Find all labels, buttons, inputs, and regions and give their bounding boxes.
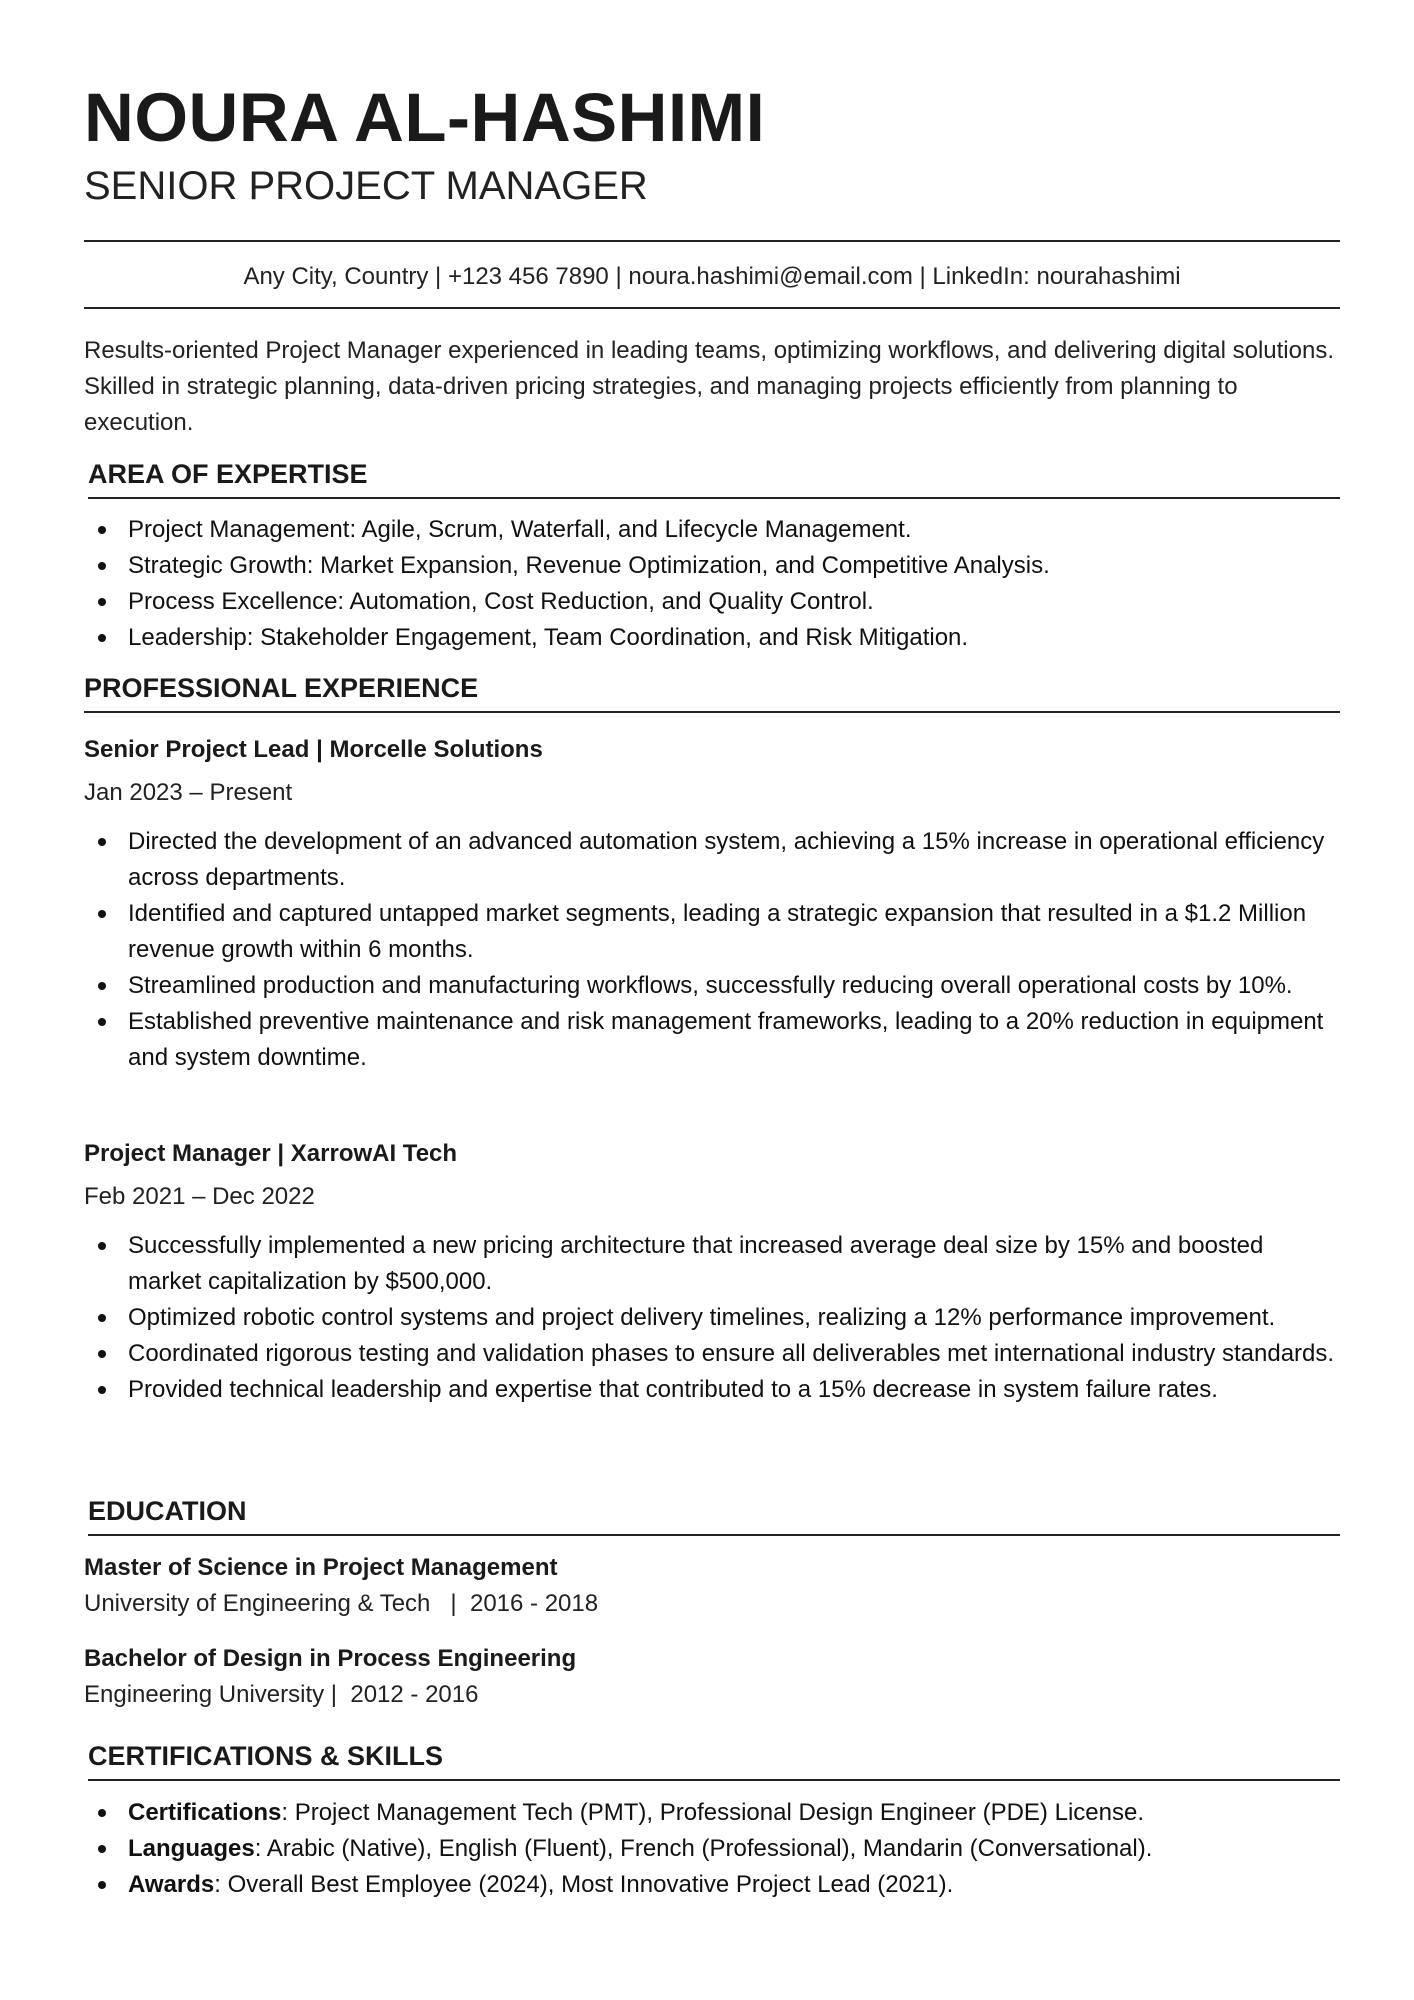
expertise-heading-rule [88, 497, 1340, 499]
bullet-icon [98, 1809, 106, 1817]
job-dates: Jan 2023 – Present [84, 779, 293, 806]
education-heading [84, 1494, 1340, 1536]
list-item [84, 1372, 1340, 1408]
certifications-heading-rule [88, 1779, 1340, 1781]
list-item [84, 1228, 1340, 1300]
education-school: Engineering University | 2012 - 2016 [84, 1681, 479, 1708]
job-bullets [84, 1228, 1340, 1408]
bullet-icon [98, 982, 106, 990]
education-heading-text: EDUCATION [88, 1496, 247, 1526]
bullet-icon [98, 1881, 106, 1889]
job-bullet: Identified and captured untapped market segments, leading a strategic expansion that resulted in a $1.2 Million revenue growth within 6 months. [128, 900, 1307, 963]
bullet-icon [98, 598, 106, 606]
job-bullet: Streamlined production and manufacturing workflows, successfully reducing overall operational costs by 10%. [128, 972, 1293, 999]
bullet-icon [98, 1350, 106, 1358]
job-bullet: Provided technical leadership and expertise that contributed to a 15% decrease in system failure rates. [128, 1376, 1218, 1403]
job-title-company: Senior Project Lead | Morcelle Solutions [84, 736, 543, 763]
header-divider-top [84, 240, 1340, 242]
list-item [84, 896, 1340, 968]
list-item [84, 1336, 1340, 1372]
expertise-item: Leadership: Stakeholder Engagement, Team Coordination, and Risk Mitigation. [128, 624, 969, 651]
list-item [84, 824, 1340, 896]
bullet-icon [98, 1018, 106, 1026]
education-degree: Master of Science in Project Management [84, 1554, 558, 1581]
contact-info: Any City, Country | +123 456 7890 | noura.hashimi@email.com | LinkedIn: nourahashimi [243, 263, 1181, 290]
candidate-name: NOURA AL-HASHIMI [84, 79, 766, 156]
job-bullet: Established preventive maintenance and risk management frameworks, leading to a 20% reduction in equipment and system downtime. [128, 1008, 1324, 1071]
bullet-icon [98, 526, 106, 534]
job-bullets [84, 824, 1340, 1076]
bullet-icon [98, 562, 106, 570]
cert-label: Certifications [128, 1799, 282, 1826]
list-item [84, 1867, 1340, 1903]
list-item [84, 620, 1340, 656]
list-item [84, 512, 1340, 548]
cert-text: : Arabic (Native), English (Fluent), French (Professional), Mandarin (Conversational). [254, 1835, 1153, 1862]
job-bullet: Successfully implemented a new pricing architecture that increased average deal size by 15% and boosted market capitalization by $500,000. [128, 1232, 1264, 1295]
list-item [84, 548, 1340, 584]
expertise-heading [84, 457, 1340, 499]
job-bullet: Directed the development of an advanced automation system, achieving a 15% increase in operational efficiency across departments. [128, 828, 1325, 891]
certifications-heading-text: CERTIFICATIONS & SKILLS [88, 1741, 443, 1771]
candidate-title: SENIOR PROJECT MANAGER [84, 164, 648, 208]
education-heading-rule [88, 1534, 1340, 1536]
certifications-list [84, 1795, 1340, 1903]
list-item [84, 584, 1340, 620]
expertise-list [84, 512, 1340, 656]
expertise-item: Process Excellence: Automation, Cost Reduction, and Quality Control. [128, 588, 874, 615]
bullet-icon [98, 634, 106, 642]
list-item [84, 1300, 1340, 1336]
cert-text: : Overall Best Employee (2024), Most Innovative Project Lead (2021). [214, 1871, 954, 1898]
list-item [84, 1004, 1340, 1076]
cert-text: : Project Management Tech (PMT), Professional Design Engineer (PDE) License. [281, 1799, 1144, 1826]
expertise-item: Project Management: Agile, Scrum, Waterfall, and Lifecycle Management. [128, 516, 912, 543]
certifications-heading [84, 1739, 1340, 1781]
bullet-icon [98, 838, 106, 846]
job-bullet: Coordinated rigorous testing and validation phases to ensure all deliverables met international industry standards. [128, 1340, 1335, 1367]
job-title-company: Project Manager | XarrowAI Tech [84, 1140, 458, 1167]
header-divider-bottom [84, 307, 1340, 309]
education-degree: Bachelor of Design in Process Engineering [84, 1645, 577, 1672]
bullet-icon [98, 1845, 106, 1853]
job-dates: Feb 2021 – Dec 2022 [84, 1183, 315, 1210]
bullet-icon [98, 1386, 106, 1394]
education-school: University of Engineering & Tech | 2016 - 2018 [84, 1590, 599, 1617]
cert-label: Languages [128, 1835, 255, 1862]
job-bullet: Optimized robotic control systems and project delivery timelines, realizing a 12% performance improvement. [128, 1304, 1276, 1331]
cert-label: Awards [128, 1871, 215, 1898]
list-item [84, 968, 1340, 1004]
bullet-icon [98, 910, 106, 918]
experience-heading-text: PROFESSIONAL EXPERIENCE [84, 673, 479, 703]
experience-heading-rule [84, 711, 1340, 713]
list-item [84, 1795, 1340, 1831]
expertise-heading-text: AREA OF EXPERTISE [88, 459, 368, 489]
bullet-icon [98, 1242, 106, 1250]
expertise-item: Strategic Growth: Market Expansion, Revenue Optimization, and Competitive Analysis. [128, 552, 1050, 579]
list-item [84, 1831, 1340, 1867]
bullet-icon [98, 1314, 106, 1322]
experience-heading [84, 671, 1340, 713]
summary-paragraph: Results-oriented Project Manager experienced in leading teams, optimizing workflows, and delivering digital solutions. Skilled in strategic planning, data-driven pricing strategies, and managing projects efficiently from planning to execution. [84, 337, 1334, 436]
